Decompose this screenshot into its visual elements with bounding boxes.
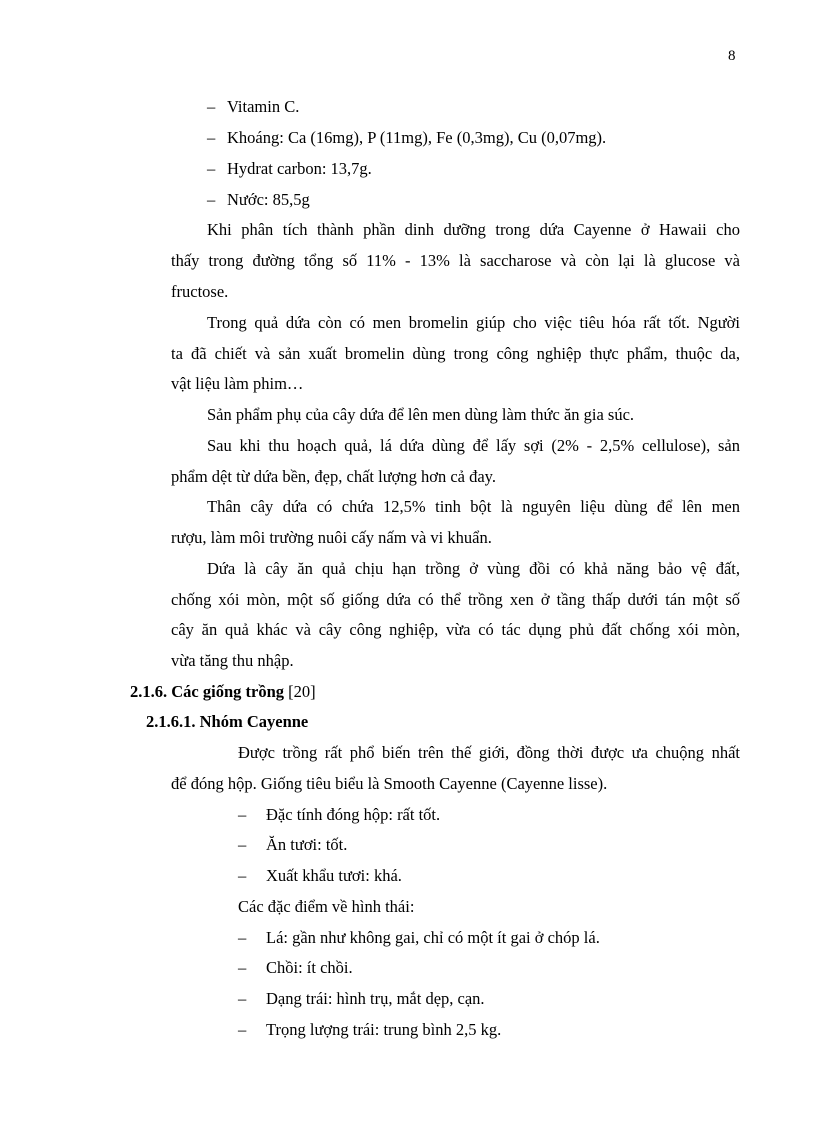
paragraph-line: Trong quả dứa còn có men bromelin giúp cho việc tiêu hóa rất tốt. Người xyxy=(207,313,740,332)
paragraph-line: cây ăn quả khác và cây công nghiệp, vừa có tác dụng phủ đất chống xói mòn, xyxy=(171,620,740,639)
paragraph-line: ta đã chiết và sản xuất bromelin dùng trong công nghiệp thực phẩm, thuộc da, xyxy=(171,344,740,363)
list-item: – Chồi: ít chồi. xyxy=(238,958,353,977)
paragraph-line: fructose. xyxy=(171,282,229,301)
paragraph-line: phẩm dệt từ dứa bền, đẹp, chất lượng hơn cả đay. xyxy=(171,467,496,486)
paragraph-line: Khi phân tích thành phần dinh dưỡng trong dứa Cayenne ở Hawaii cho xyxy=(207,220,740,239)
list-item: – Hydrat carbon: 13,7g. xyxy=(207,159,372,178)
paragraph-line: thấy trong đường tổng số 11% - 13% là saccharose và còn lại là glucose và xyxy=(171,251,740,270)
list-item: – Xuất khẩu tươi: khá. xyxy=(238,866,402,885)
list-item: – Ăn tươi: tốt. xyxy=(238,835,348,854)
paragraph-line: Được trồng rất phổ biến trên thế giới, đồng thời được ưa chuộng nhất xyxy=(238,743,740,762)
list-item: – Dạng trái: hình trụ, mắt dẹp, cạn. xyxy=(238,989,485,1008)
list-title: Các đặc điểm về hình thái: xyxy=(238,897,415,916)
list-item: – Nước: 85,5g xyxy=(207,190,310,209)
list-item: – Khoáng: Ca (16mg), P (11mg), Fe (0,3mg), Cu (0,07mg). xyxy=(207,128,607,147)
paragraph-line: vật liệu làm phim… xyxy=(171,374,304,393)
section-heading: 2.1.6. Các giống trồng [20] xyxy=(130,682,316,701)
paragraph-line: rượu, làm môi trường nuôi cấy nấm và vi khuẩn. xyxy=(171,528,492,547)
paragraph-line: Sản phẩm phụ của cây dứa để lên men dùng làm thức ăn gia súc. xyxy=(207,405,635,424)
paragraph-line: Thân cây dứa có chứa 12,5% tinh bột là nguyên liệu dùng để lên men xyxy=(207,497,740,516)
subsection-heading: 2.1.6.1. Nhóm Cayenne xyxy=(146,712,309,731)
paragraph-line: vừa tăng thu nhập. xyxy=(171,651,294,670)
paragraph-line: Sau khi thu hoạch quả, lá dứa dùng để lấy sợi (2% - 2,5% cellulose), sản xyxy=(207,436,740,455)
list-item: – Lá: gần như không gai, chỉ có một ít gai ở chóp lá. xyxy=(238,928,600,947)
list-item: – Vitamin C. xyxy=(207,97,300,116)
list-item: – Đặc tính đóng hộp: rất tốt. xyxy=(238,805,441,824)
list-item: – Trọng lượng trái: trung bình 2,5 kg. xyxy=(238,1020,502,1039)
paragraph-line: Dứa là cây ăn quả chịu hạn trồng ở vùng đồi có khả năng bảo vệ đất, xyxy=(207,559,740,578)
paragraph-line: để đóng hộp. Giống tiêu biểu là Smooth Cayenne (Cayenne lisse). xyxy=(171,774,608,793)
page-number: 8 xyxy=(728,48,736,64)
paragraph-line: chống xói mòn, một số giống dứa có thể trồng xen ở tầng thấp dưới tán một số xyxy=(171,590,740,609)
